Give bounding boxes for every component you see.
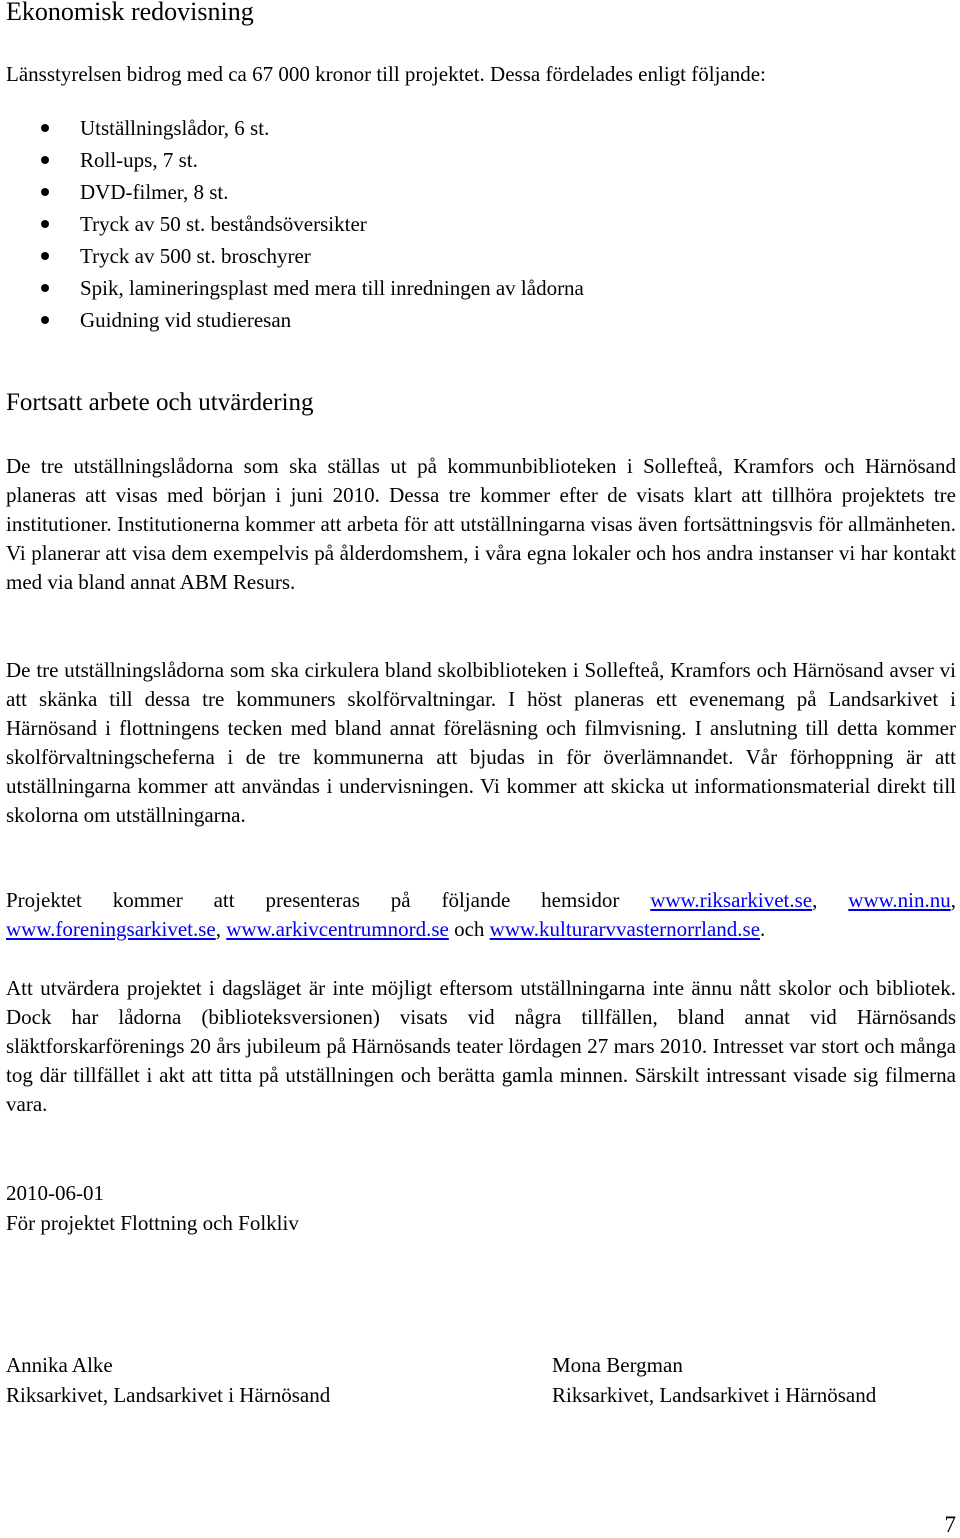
signature-name: Annika Alke: [6, 1353, 113, 1377]
list-item: Tryck av 500 st. broschyrer: [6, 240, 584, 272]
economy-intro: Länsstyrelsen bidrog med ca 67 000 kronor till projektet. Dessa fördelades enligt följande:: [6, 62, 766, 86]
signature-left: [6, 1350, 330, 1410]
closing-block: [6, 1178, 299, 1238]
paragraph-exhibitions: De tre utställningslådorna som ska ställas ut på kommunbiblioteken i Sollefteå, Kramfors och Härnösand planeras att visas med början i juni 2010. Dessa tre kommer efter de visats klart att tillhöra projektets tre institutioner. Institutionerna kommer att arbeta för att utställningarna visas även fortsättningsvis för allmänheten. Vi planerar att visa dem exempelvis på ålderdomshem, i våra egna lokaler och hos andra instanser vi har kontakt med via bland annat ABM Resurs.: [6, 454, 956, 594]
page-number: 7: [944, 1512, 956, 1537]
expense-list: [6, 112, 584, 336]
list-item: Utställningslådor, 6 st.: [6, 112, 584, 144]
list-item: Guidning vid studieresan: [6, 304, 584, 336]
project-line: För projektet Flottning och Folkliv: [6, 1211, 299, 1235]
list-item: Roll-ups, 7 st.: [6, 144, 584, 176]
link-riksarkivet[interactable]: www.riksarkivet.se: [650, 888, 813, 912]
bullet-icon: [41, 252, 49, 260]
paragraph-evaluation: Att utvärdera projektet i dagsläget är inte möjligt eftersom utställningarna inte ännu nått skolor och bibliotek. Dock har lådorna (biblioteksversionen) visats vid några tillfällen, bland annat vid Härnösands släktforskarförenings 20 års jubileum på Härnösands teater lördagen 27 mars 2010. Intresset var stort och många tog där tillfället i akt att titta på utställningen och berätta gamla minnen. Särskilt intressant visade sig filmerna vara.: [6, 976, 956, 1116]
continued-heading: Fortsatt arbete och utvärdering: [6, 389, 314, 416]
signature-org: Riksarkivet, Landsarkivet i Härnösand: [552, 1383, 877, 1407]
bullet-icon: [41, 156, 49, 164]
link-arkivcentrumnord[interactable]: www.arkivcentrumnord.se: [226, 917, 449, 941]
bullet-icon: [41, 316, 49, 324]
signature-right: [552, 1350, 876, 1410]
list-item: DVD-filmer, 8 st.: [6, 176, 584, 208]
list-item: Spik, lamineringsplast med mera till inredningen av lådorna: [6, 272, 584, 304]
paragraph-websites: Projektet kommer att presenteras på följande hemsidor www.riksarkivet.se, www.nin.nu, www.foreningsarkivet.se, www.arkivcentrumnord.se och www.kulturarvvasternorrland.se.: [6, 888, 956, 941]
signature-name: Mona Bergman: [552, 1353, 683, 1377]
economy-heading: Ekonomisk redovisning: [6, 0, 254, 26]
list-item: Tryck av 50 st. beståndsöversikter: [6, 208, 584, 240]
link-kulturarvvasternorrland[interactable]: www.kulturarvvasternorrland.se: [489, 917, 761, 941]
date: 2010-06-01: [6, 1181, 104, 1205]
bullet-icon: [41, 284, 49, 292]
link-nin[interactable]: www.nin.nu: [848, 888, 951, 912]
paragraph-schools: De tre utställningslådorna som ska cirkulera bland skolbiblioteken i Sollefteå, Kramfors och Härnösand avser vi att skänka till dessa tre kommuners skolförvaltningar. I höst planeras ett evenemang på Landsarkivet i Härnösand i flottningens tecken med bland annat föreläsning och filmvisning. I anslutning till detta kommer skolförvaltningscheferna i de tre kommunerna att bjudas in för överlämnandet. Vår förhoppning är att utställningarna kommer att användas i undervisningen. Vi kommer att skicka ut informationsmaterial direkt till skolorna om utställningarna.: [6, 658, 956, 827]
bullet-icon: [41, 124, 49, 132]
signature-org: Riksarkivet, Landsarkivet i Härnösand: [6, 1383, 331, 1407]
bullet-icon: [41, 220, 49, 228]
bullet-icon: [41, 188, 49, 196]
link-foreningsarkivet[interactable]: www.foreningsarkivet.se: [6, 917, 216, 941]
